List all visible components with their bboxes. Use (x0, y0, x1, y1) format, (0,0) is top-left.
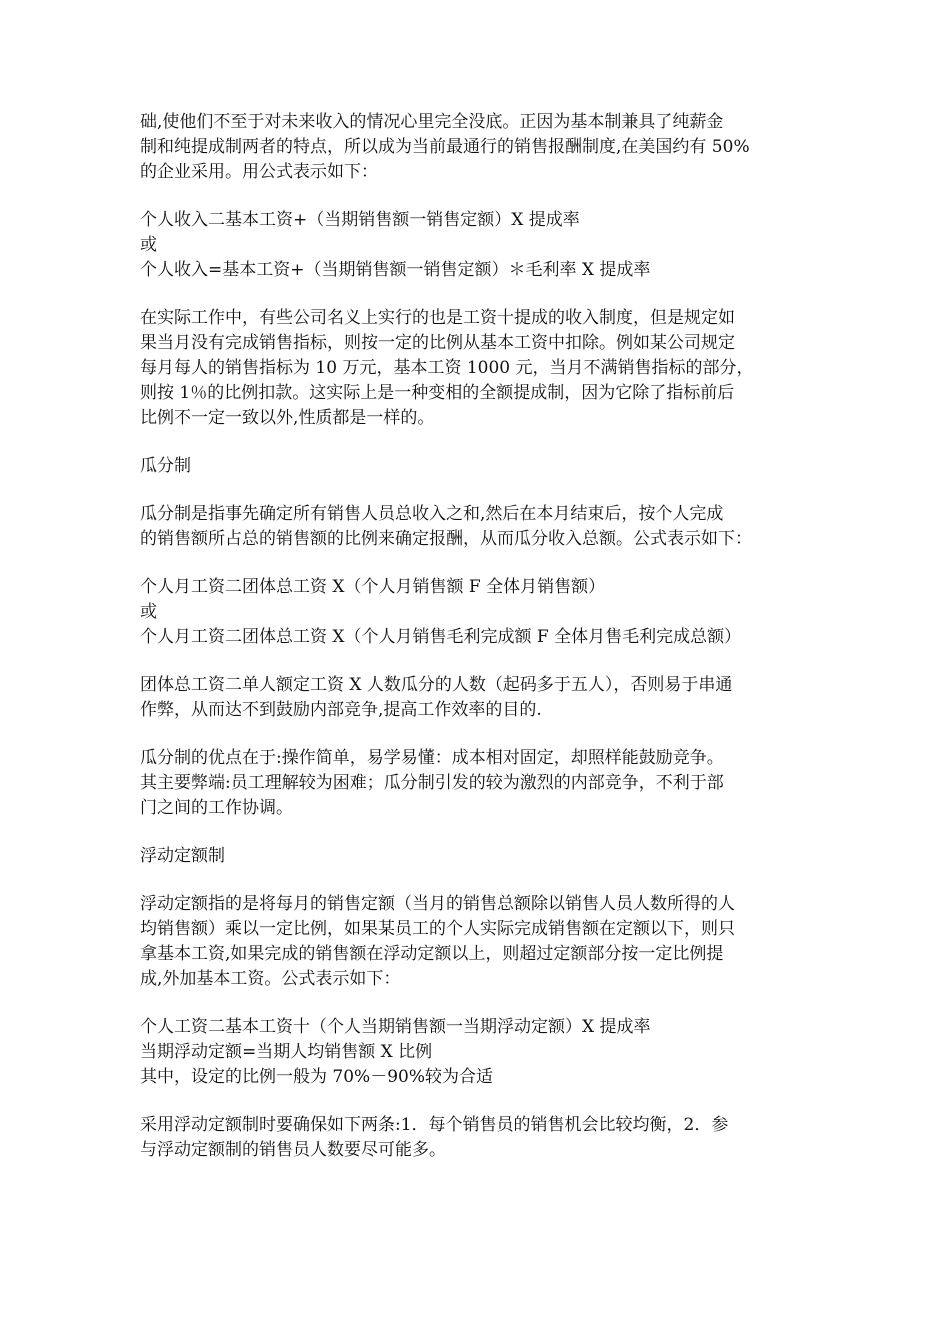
formula-note: 其中，设定的比例一般为 70%－90%较为合适 (140, 1067, 493, 1087)
text-line: 其主要弊端:员工理解较为困难；瓜分制引发的较为激烈的内部竞争，不利于部 (140, 773, 724, 793)
formula-line: 个人收入=基本工资+（当期销售额一销售定额）＊毛利率 X 提成率 (140, 260, 651, 280)
text-line: 采用浮动定额制时要确保如下两条:1．每个销售员的销售机会比较均衡，2．参 (140, 1115, 729, 1135)
formula-connector: 或 (140, 602, 157, 622)
text-line: 瓜分制的优点在于:操作简单，易学易懂：成本相对固定，却照样能鼓励竞争。 (140, 748, 724, 768)
formula-line: 当期浮动定额=当期人均销售额 X 比例 (140, 1042, 433, 1062)
paragraph-floating-definition (140, 892, 820, 992)
paragraph-intro-continued (140, 110, 820, 185)
text-line: 瓜分制是指事先确定所有销售人员总收入之和,然后在本月结束后，按个人完成 (140, 504, 724, 524)
text-line: 在实际工作中，有些公司名义上实行的也是工资十提成的收入制度，但是规定如 (140, 308, 735, 328)
heading-text: 浮动定额制 (140, 846, 225, 866)
paragraph-split-definition (140, 502, 820, 552)
text-line: 门之间的工作协调。 (140, 798, 293, 818)
formula-block-split (140, 575, 820, 650)
paragraph-team-salary (140, 673, 820, 723)
formula-connector: 或 (140, 235, 157, 255)
paragraph-split-pros-cons (140, 746, 820, 821)
document-body (140, 110, 820, 1186)
paragraph-practice (140, 306, 820, 431)
text-line: 团体总工资二单人额定工资 X 人数瓜分的人数（起码多于五人），否则易于串通 (140, 675, 733, 695)
formula-line: 个人月工资二团体总工资 X（个人月销售额 F 全体月销售额） (140, 577, 606, 597)
paragraph-floating-conditions (140, 1113, 820, 1163)
text-line: 均销售额）乘以一定比例，如果某员工的个人实际完成销售额在定额以下，则只 (140, 919, 735, 939)
section-heading-split-system (140, 454, 820, 479)
text-line: 的企业采用。用公式表示如下： (140, 162, 378, 182)
formula-line: 个人收入二基本工资+（当期销售额一销售定额）X 提成率 (140, 210, 580, 230)
text-line: 成,外加基本工资。公式表示如下： (140, 969, 401, 989)
heading-text: 瓜分制 (140, 456, 191, 476)
text-line: 制和纯提成制两者的特点，所以成为当前最通行的销售报酬制度,在美国约有 50% (140, 137, 750, 157)
section-heading-floating-quota (140, 844, 820, 869)
formula-line: 个人工资二基本工资十（个人当期销售额一当期浮动定额）X 提成率 (140, 1017, 651, 1037)
text-line: 比例不一定一致以外,性质都是一样的。 (140, 408, 435, 428)
text-line: 础,使他们不至于对未来收入的情况心里完全没底。正因为基本制兼具了纯薪金 (140, 112, 724, 132)
text-line: 的销售额所占总的销售额的比例来确定报酬，从而瓜分收入总额。公式表示如下： (140, 529, 752, 549)
text-line: 作弊，从而达不到鼓励内部竞争,提高工作效率的目的. (140, 700, 542, 720)
text-line: 则按 1％的比例扣款。这实际上是一种变相的全额提成制，因为它除了指标前后 (140, 383, 735, 403)
text-line: 拿基本工资,如果完成的销售额在浮动定额以上，则超过定额部分按一定比例提 (140, 944, 724, 964)
text-line: 浮动定额指的是将每月的销售定额（当月的销售总额除以销售人员人数所得的人 (140, 894, 735, 914)
text-line: 果当月没有完成销售指标，则按一定的比例从基本工资中扣除。例如某公司规定 (140, 333, 735, 353)
formula-block-floating (140, 1015, 820, 1090)
text-line: 每月每人的销售指标为 10 万元，基本工资 1000 元，当月不满销售指标的部分， (140, 358, 754, 378)
text-line: 与浮动定额制的销售员人数要尽可能多。 (140, 1140, 446, 1160)
formula-line: 个人月工资二团体总工资 X（个人月销售毛利完成额 F 全体月售毛利完成总额） (140, 627, 742, 647)
formula-block-base-salary (140, 208, 820, 283)
